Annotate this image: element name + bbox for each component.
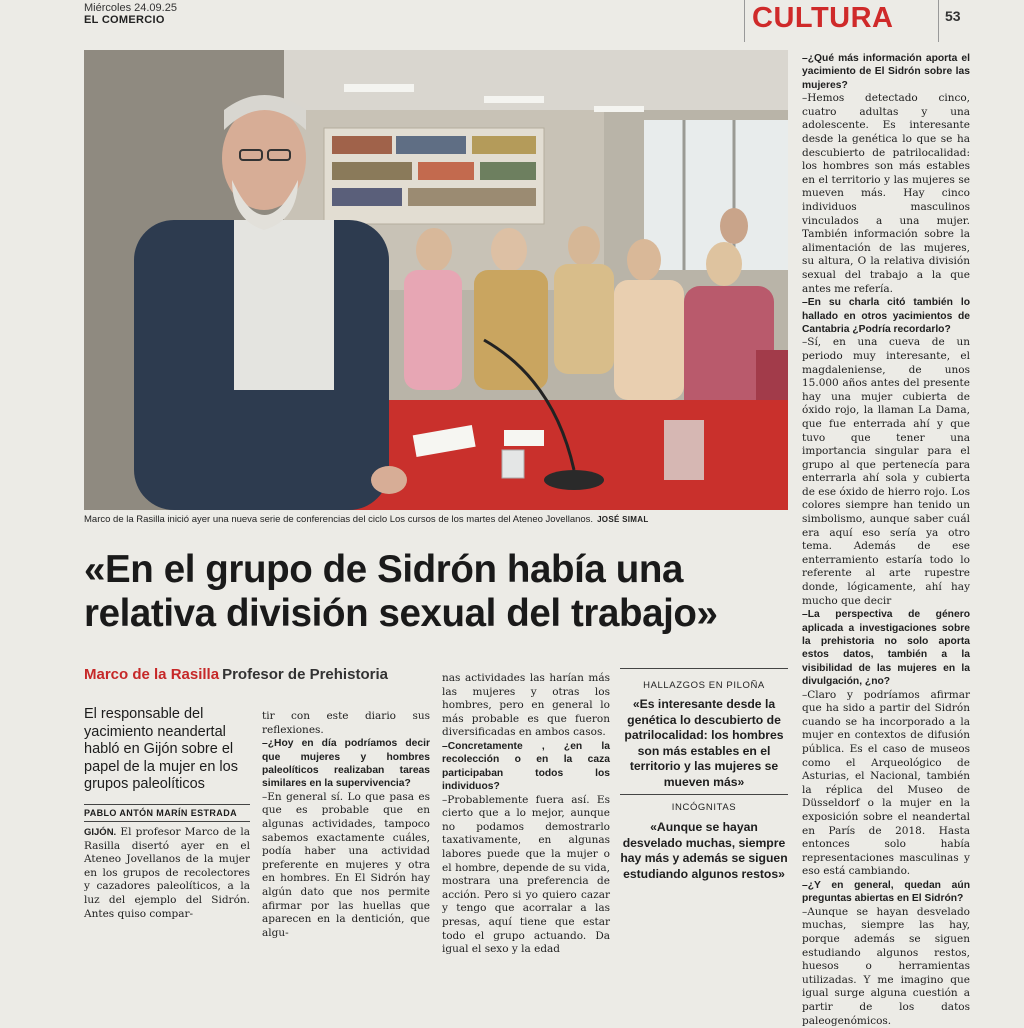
article-subhead: El responsable del yacimiento neandertal habló en Gijón sobre el papel de la mujer en los grupos paleolíticos xyxy=(84,706,238,792)
interviewee-role: Profesor de Prehistoria xyxy=(222,666,388,683)
interview-question: –¿Y en general, quedan aún preguntas abiertas en El Sidrón? xyxy=(802,879,970,905)
interview-answer: –Aunque se hayan desvelado muchas, siempre las hay, porque además se siguen estudiando algunos restos, huesos o herramientas utilizadas. Y me imagino que igual surge alguna cuestión a partir de los datos paleogenómicos. xyxy=(802,905,970,1027)
interview-question: –¿Qué más información aporta el yacimiento de El Sidrón sobre las mujeres? xyxy=(802,53,970,91)
article-headline: «En el grupo de Sidrón había una relativa división sexual del trabajo» xyxy=(84,548,718,635)
article-author: PABLO ANTÓN MARÍN ESTRADA xyxy=(84,804,250,822)
interview-answer: –En general sí. Lo que pasa es que es probable que en algunas actividades, tampoco sabemos exactamente cuáles, podía haber una actividad preferente en mujeres y otra en hombres. En El Sidrón hay algún dato que nos permite afirmar por las huellas que aparecen en la dentición, que algu- xyxy=(262,790,430,939)
text-column-3 xyxy=(442,672,610,957)
box-rule xyxy=(620,668,788,669)
text-column-4 xyxy=(802,52,970,1028)
interview-answer: –Probablemente fuera así. Es cierto que a lo mejor, aunque no podamos demostrarlo taxativamente, en algunas labores puede que la mujer o el hombre, depende de su vida, mostrara una preferencia de acción. Pero si yo quiero cazar y tengo que acorralar a las presas, aquí tiene que estar todo el grupo actuando. Da igual el sexo y la edad xyxy=(442,793,610,956)
interview-question: –La perspectiva de género aplicada a investigaciones sobre la prehistoria no solo aporta estos datos, también a la visibilidad de las mujeres en la divulgación, ¿no? xyxy=(802,609,970,688)
interviewee-name: Marco de la Rasilla xyxy=(84,666,220,683)
pull-quote-incognitas: «Aunque se hayan desvelado muchas, siempre hay más y además se siguen estudiando algunos restos» xyxy=(620,820,788,881)
newspaper-name: EL COMERCIO xyxy=(84,14,165,26)
interview-answer: nas actividades las harían más las mujeres y otras los hombres, pero en general lo más probable es que fueron diversificadas en ambos casos. xyxy=(442,672,610,739)
text-column-2 xyxy=(262,710,430,940)
photo-credit: JOSÉ SIMAL xyxy=(597,515,649,524)
interview-answer: –Hemos detectado cinco, cuatro adultas y una adolescente. Es interesante desde la genética lo que se ha descubierto de patrilocalidad: los hombres son más estables en el territorio y las mujeres se mueven más. Hay cinco individuos masculinos vinculados a una mujer. También información sobre la alimentación de las mujeres, su altura, O la relativa división sexual del trabajo a la que antes me refería. xyxy=(802,92,970,295)
interview-answer: –Claro y podríamos afirmar que ha sido a partir del Sidrón cuando se ha incorporado a la mujer en contextos de difusión pública. Es el caso de museos como el Arqueológico de Asturias, el Nacional, también la réplica del Museo de Düsseldorf o la mujer en la exposición sobre el neandertal en París de 2018. Hasta entonces solo había representaciones masculinas y eso está cambiando. xyxy=(802,688,970,878)
interviewee-byline xyxy=(84,666,388,683)
interview-question: –¿Hoy en día podríamos decir que mujeres y hombres paleolíticos realizaban tareas similares en la supervivencia? xyxy=(262,738,430,790)
photo-caption xyxy=(84,514,788,525)
box-rule xyxy=(620,794,788,795)
dateline: GIJÓN. xyxy=(84,827,117,838)
section-divider xyxy=(744,0,745,42)
box-label-hallazgos: HALLAZGOS EN PILOÑA xyxy=(643,680,765,691)
section-title: CULTURA xyxy=(752,2,894,34)
page-number: 53 xyxy=(938,0,961,42)
interview-answer: –Sí, en una cueva de un periodo muy interesante, el magdaleniense, de unos 15.000 años antes del presente hay una mujer cubierta de óxido rojo, la llaman La Dama, que fue enterrada ahí y que tuvo que tener una importancia singular para el grupo al que pertenecía para enterrarla ahí sola y cubierta de ese óxido de hierro rojo. Los colores siempre han tenido un simbolismo, aunque saber cuál era aquí eso sería ya otro tema. Además de ese enterramiento estaría todo lo referente al arte rupestre donde, lógicamente, ahí hay mucho que decir xyxy=(802,336,970,607)
article-photo xyxy=(84,50,788,510)
column-text: tir con este diario sus reflexiones. xyxy=(262,710,430,736)
pull-quote-hallazgos: «Es interesante desde la genética lo descubierto de patrilocalidad: los hombres son más estables en el territorio y las mujeres se mueven más» xyxy=(624,697,784,789)
text-column-1 xyxy=(84,826,250,921)
issue-date: Miércoles 24.09.25 xyxy=(84,2,177,14)
interview-question: –Concretamente , ¿en la recolección o en la caza participaban todos los individuos? xyxy=(442,740,610,793)
photo-illustration xyxy=(84,50,788,510)
caption-text: Marco de la Rasilla inició ayer una nueva serie de conferencias del ciclo Los cursos de los martes del Ateneo Jovellanos. xyxy=(84,514,594,525)
box-label-incognitas: INCÓGNITAS xyxy=(671,802,737,813)
column-text: El profesor Marco de la Rasilla disertó ayer en el Ateneo Jovellanos de la mujer en los grupos de recolectores y cazadores paleolíticos, a la luz del ejemplo del Sidrón. Antes quiso compar- xyxy=(84,826,250,920)
interview-question: –En su charla citó también lo hallado en otros yacimientos de Cantabria ¿Podría recordarlo? xyxy=(802,297,970,335)
